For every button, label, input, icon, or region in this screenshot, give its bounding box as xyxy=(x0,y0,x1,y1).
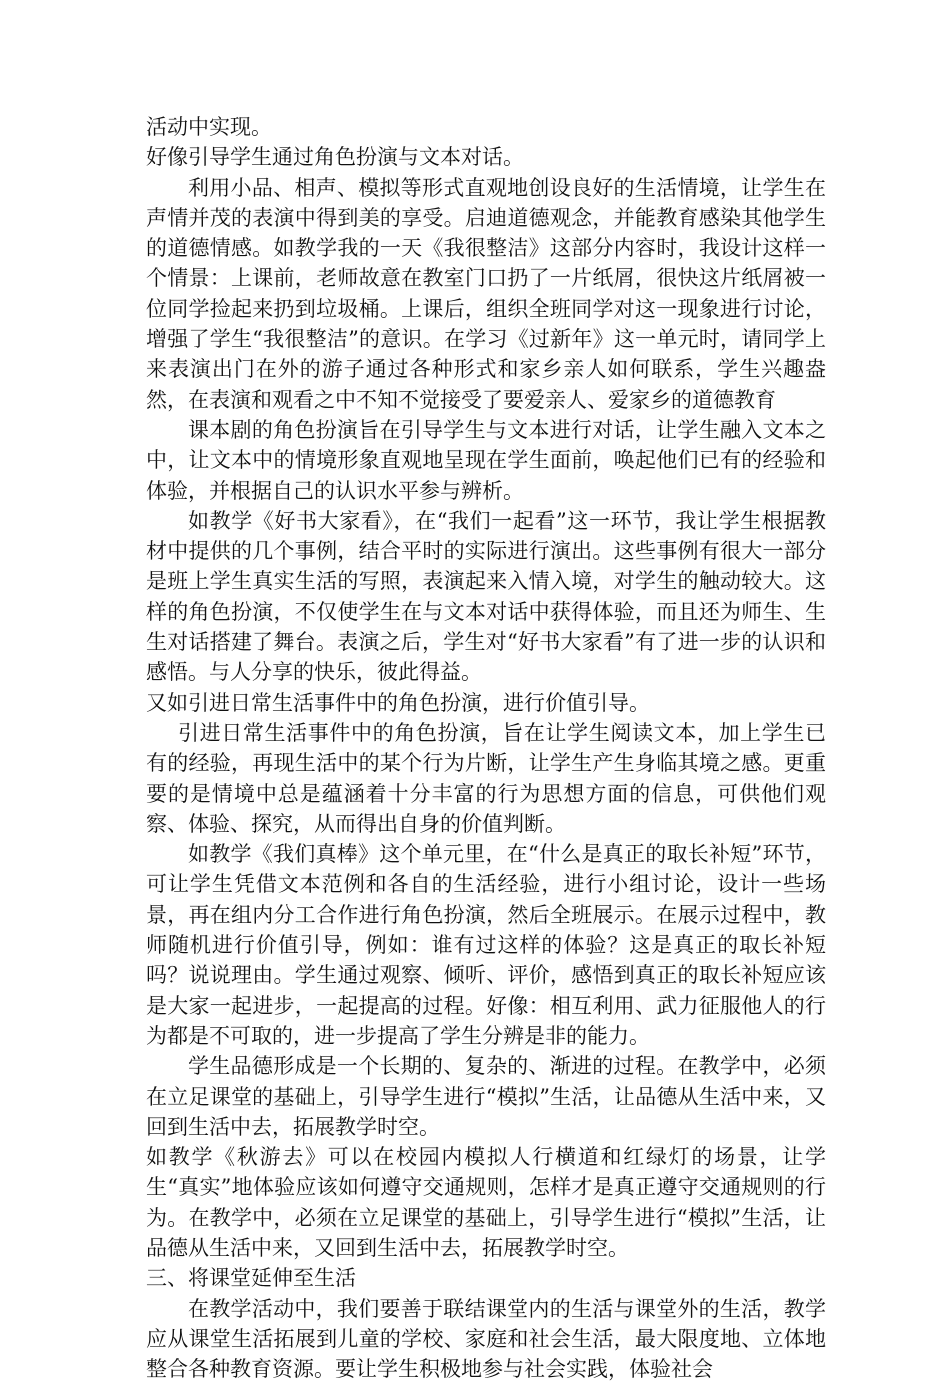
paragraph-12: 在教学活动中，我们要善于联结课堂内的生活与课堂外的生活，教学应从课堂生活拓展到儿童的学校、家庭和社会生活，最大限度地、立体地整合各种教育资源。要让学生积极地参与社会实践，体验社会 xyxy=(146,1296,826,1382)
document-page xyxy=(146,112,826,1384)
paragraph-1: 活动中实现。 xyxy=(146,115,272,139)
paragraph-6: 又如引进日常生活事件中的角色扮演，进行价值引导。 xyxy=(146,690,650,715)
paragraph-10: 如教学《秋游去》可以在校园内模拟人行横道和红绿灯的场景，让学生“真实”地体验应该如何遵守交通规则，怎样才是真正遵守交通规则的行为。在教学中，必须在立足课堂的基础上，引导学生进行“模拟”生活，让品德从生活中来，又回到生活中去，拓展教学时空。 xyxy=(146,1145,826,1260)
paragraph-8: 如教学《我们真棒》这个单元里，在“什么是真正的取长补短”环节，可让学生凭借文本范例和各自的生活经验，进行小组讨论，设计一些场景，再在组内分工合作进行角色扮演，然后全班展示。在展示过程中，教师随机进行价值引导，例如：谁有过这样的体验？这是真正的取长补短吗？说说理由。学生通过观察、倾听、评价，感悟到真正的取长补短应该是大家一起进步，一起提高的过程。好像：相互利用、武力征服他人的行为都是不可取的，进一步提高了学生分辨是非的能力。 xyxy=(146,842,826,1048)
paragraph-4: 课本剧的角色扮演旨在引导学生与文本进行对话，让学生融入文本之中，让文本中的情境形象直观地呈现在学生面前，唤起他们已有的经验和体验，并根据自己的认识水平参与辨析。 xyxy=(146,417,826,503)
paragraph-3: 利用小品、相声、模拟等形式直观地创设良好的生活情境，让学生在声情并茂的表演中得到美的享受。启迪道德观念，并能教育感染其他学生的道德情感。如教学我的一天《我很整洁》这部分内容时，我设计这样一个情景：上课前，老师故意在教室门口扔了一片纸屑，很快这片纸屑被一位同学捡起来扔到垃圾桶。上课后，组织全班同学对这一现象进行讨论，增强了学生“我很整洁”的意识。在学习《过新年》这一单元时，请同学上来表演出门在外的游子通过各种形式和家乡亲人如何联系，学生兴趣盎然，在表演和观看之中不知不觉接受了要爱亲人、爱家乡的道德教育 xyxy=(146,175,826,412)
paragraph-5: 如教学《好书大家看》，在“我们一起看”这一环节，我让学生根据教材中提供的几个事例，结合平时的实际进行演出。这些事例有很大一部分是班上学生真实生活的写照，表演起来入情入境，对学生的触动较大。这样的角色扮演，不仅使学生在与文本对话中获得体验，而且还为师生、生生对话搭建了舞台。表演之后，学生对“好书大家看”有了进一步的认识和感悟。与人分享的快乐，彼此得益。 xyxy=(146,508,826,685)
section-heading: 三、将课堂延伸至生活 xyxy=(146,1266,356,1291)
paragraph-7: 引进日常生活事件中的角色扮演，旨在让学生阅读文本，加上学生已有的经验，再现生活中的某个行为片断，让学生产生身临其境之感。更重要的是情境中总是蕴涵着十分丰富的行为思想方面的信息，可供他们观察、体验、探究，从而得出自身的价值判断。 xyxy=(146,720,826,836)
paragraph-2: 好像引导学生通过角色扮演与文本对话。 xyxy=(146,145,524,170)
paragraph-9: 学生品德形成是一个长期的、复杂的、渐进的过程。在教学中，必须在立足课堂的基础上，引导学生进行“模拟”生活，让品德从生活中来，又回到生活中去，拓展教学时空。 xyxy=(146,1054,826,1139)
